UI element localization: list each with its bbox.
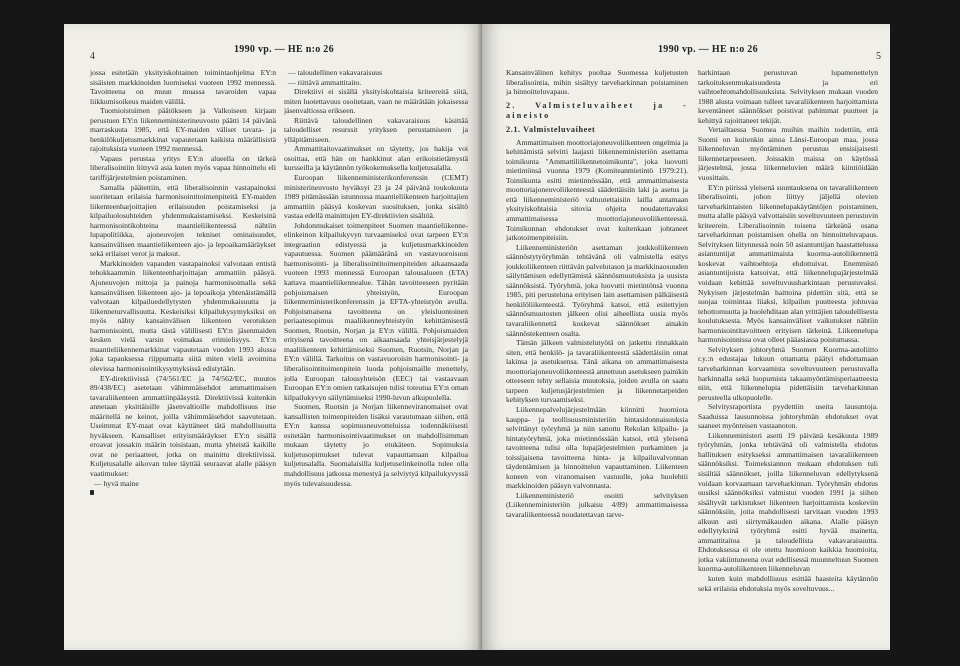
paragraph: Kansainvälinen kehitys puoltaa Suomessa kuljetusten liberalisointia, mihin sisältyy tarveharkinnan poistaminen ja hinnoitteluvapaus.	[506, 68, 688, 97]
page-number-right: 5	[876, 51, 881, 62]
section-heading: 2. Valmisteluvaiheet ja -aineisto	[506, 100, 688, 120]
paragraph: kuten kuin mahdollisuus esittää haasteita käytännön sekä erilaisia ehdotuksia myös soveltuvuus...	[698, 573, 878, 593]
paragraph: Selvitysraportista pyydettiin useita lausuntoja. Saaduissa lausunnoissa johtoryhmän ehdotukset ovat saaneet myönteisen vastaanoton.	[698, 402, 878, 431]
paragraph: Liikennepalvelujärjestelmään kiinnitti huomiota kauppa- ja teollisuusministeriön hintasidonnaisuuksia selvittänyt työryhmä ja niin sanottu Rekolan kilpailu- ja hintatyöryhmä, joka mietinnössään katsoi, että yleisenä tavoitteena tulisi olla lupajärjestelmien purkaminen ja toissijaisena tavoitteena hinta- ja kilpailuvalvonnan täydentämisen ja hinnoittelun vapauttaminen. Liikenteen koneen von viranomaisen vastuulle, joka huolehtii markkinoiden pääsyn valvonnasta.	[506, 404, 688, 491]
subsection-heading: 2.1. Valmisteluvaiheet	[506, 124, 596, 134]
paragraph: Vertailtaessa Suomea muihin maihin todettiin, että Suomi on kuitenkin ainoa Länsi-Euroopan maa, jossa liikenneluvan myöntäminen perustuu ensisijaisesti liikennetarpeeseen. Joissakin maissa on käytössä järjestelmä, jossa liikenneluvien määrä kiintiöidään vuosittain.	[698, 125, 878, 183]
paragraph: Riittävä taloudellinen vakavaraisuus käsittää taloudelliset resurssit yrityksen perustamiseen ja ylläpitämiseen.	[284, 115, 468, 144]
paragraph: Ammattimaisen moottoriajoneuvoliikenteen ongelmia ja kehittämistä selvitti laajasti liikenneministeriön asettama toimikunta "Ammattiliikennetoimikunta", joka luovutti mietintönsä vuonna 1979 (Komiteanmietintö 1979:21). Toimikunta esitti mietinnössään, että ammattimaisesta moottoriajoneuvoliikenteestä säädettäisiin laki ja asetus ja että liikenneministeriö valtuutettaisiin lailla antamaan yksityiskohtaisia sitovia ohjeita noudatettavaksi ammattimaisessa moottoriajoneuvoliikenteessä. Toimikunnan ehdotukset ovat kuitenkaan johtaneet jatkotoimenpiteisiin.	[506, 137, 688, 243]
running-header-right: 1990 vp. — HE n:o 26	[658, 44, 758, 55]
paragraph: Ammattitaitovaatimukset on täytetty, jos hakija voi osoittaa, että hän on hankkinut alan erikoistietämystä kursseilla ja käytännön työkokemuksella kuljetusalalla.	[284, 144, 468, 173]
paragraph: EY-direktiivissä (74/561/EC ja 74/562/EC, muutos 89/438/EC) asetetaan vähimmäisehdot ammattimaisen tavaraliikenteen ammattiinpääsystä. Direktiivissä kuitenkin annetaan yksittäisille jäsenvaltioille mahdollisuus itse määritellä ne keinot, joilla vähimmäisehdot saavutetaan. Useimmat EY-maat ovat käyttäneet tätä mahdollisuutta hyväkseen. Kansalliset erityismääräykset EY:n sisällä eroavat jossakin määrin toisistaan, mutta yhteistä kaikille ovat ne periaatteet, jotka on mainittu direktiivissä. Kuljetusalalle aikovan tulee täyttää seuraavat alalle pääsyn vaatimukset:	[90, 373, 276, 478]
paragraph: Selvityksen johtoryhmä Suomen Kuorma-autoliitto r.y.:n edustajaa lukuun ottamatta päätyi ehdottamaan tarveharkinnan korvaamista soveltuvuuteen perustuvalla harkinnalla sekä luopumista takaamyöntämisperiaatteesta niin, että liikennelupia pidettäisiin tarveharkinnan perusteella ulkopuolelle.	[698, 344, 878, 402]
paragraph: Liikenneministeriö osoitti selvityksen (Liikenneministeriön julkaisu 4/89) ammattimaisessa tavaraliikenteessä noudatettavan tarve-	[506, 490, 688, 519]
paragraph: Suomen, Ruotsin ja Norjan liikenneviranomaiset ovat kansallisten toimenpiteiden lisäksi varautumaan siihen, että EY:n kanssa sopimusneuvotteluissa todennäköisesti esitetään harmonisointivaatimukset on mahdollisimman mukaan täytetty jo etukäteen. Sopimuksia kuljetusopimukset tulevat vapauttamaan kilpailua kuljetusalalla. Suomalaisilla kuljetuselinkeinolla tulee olla mahdollisuus jatkossa menestyä ja selviytyä kilpailukyvyssä myös tulevaisuudessa.	[284, 402, 468, 488]
paragraph: Tuomioistuimen päätökseen ja Valkoiseen kirjaan perustuen EY:n liikenneministerineuvosto päätti 14 päivänä marraskuuta 1985, että EY-maiden väliset tavara- ja henkilökuljetusmarkkinat vapautetaan kaikista määrällisistä rajoituksista vuoteen 1992 mennessä.	[90, 106, 276, 154]
left-column-1	[90, 68, 276, 638]
list-item: — taloudellinen vakavaraisuus	[288, 68, 383, 77]
paragraph: Johdonmukaiset toimenpiteet Suomen maantieliikenne-elinkeinon kilpailukyvyn turvaamiseksi ovat tarpeen EY:n integraation edistyessä ja kuljetusmarkkinoiden vapautuessa. Suomen päämääränä on vastavuoroisuus harmonisointi- ja liberalisointitoimenpiteiden aikaansaada vuoteen 1993 mennessä Euroopan talousalueen (ETA) kattava maantieliikennealue. Tähän tavoitteeseen pyritään pohjoismaisen yhteistyön, Euroopan liikenneministerikonferenssin ja EFTA-yhteistyön avulla. Pohjoismaisena tavoitteena on yleisluontoinen periaatesopimus maaliikenneyhteistyön kehittämisestä Suomen, Ruotsin, Norjan ja EY:n välillä. Pohjoismaiden erityisenä tavoitteena on aikaansaada yhteisjärjestelyjä maaliikenteen kehittämiseksi Suomen, Ruotsin, Norjan ja EY:n välillä. Tarkoitus on vastavuoroisin harmonisointi- ja liberalisointitoimenpitein luoda pohjoismaille menettely, jolla Euroopan talousyhteisön (EEC) tai vastaavaan Euroopan EY:n omien ratkaisujen tulisi toteutua EY:n oman kilpailukyvyn säilyttämiseksi 1990-luvun alkupuolella.	[284, 220, 468, 402]
left-page	[64, 24, 482, 650]
right-column-1	[506, 68, 688, 638]
paragraph: Tämän jälkeen valmistelutyötä on jatkettu rinnakkain siten, että henkilö- ja tavaraliikenteestä säädettäisiin omat lakinsa ja asetuksensa. Tänä aikana on ammattimaisesta moottoriajoneuvoliikenteestä annettuun asetukseen painikin otteeseen tehty sellaisia muutoksia, joiden avulla on saatu tarpeen kuljetusjärjestelmien ja liikennetarpeiden kehityksen turvaamiseksi.	[506, 338, 688, 405]
paragraph: Euroopan liikenneministerikonferenssin (CEMT) ministerineuvosto hyväksyi 23 ja 24 päivänä toukokuuta 1989 pitämässään istunnossa maantieliikenteen harjoittajien ammattiin pääsyä koskevan suosituksen, jonka sisältö vastaa edellä mainittujen EY-direktiivien sisältöä.	[284, 173, 468, 221]
paragraph: Liikenneministeriön asettaman joukkoliikenteen säännöstytyöryhmän tehtävänä oli valmistella esitys joukkoliikenteen riittävän palvelutason ja markkinaosuuden säilyttämisen edellyttämistä säännösmuutoksista ja uusista säännöksistä. Työryhmä, joka luovutti mietintönsä vuonna 1985, piti perusteluna erityisen lain asettamisen pälkäisestä henkilöliikenteestä. Työryhmä katsoi, että esitettyjen säännösmuutosten jälkeen olisi aiheellista uusia myös tavaraliikennettä koskevat säännökset ainakin säännöstekenteen osalta.	[506, 242, 688, 338]
list-item: — riittävä ammattitaito.	[288, 77, 362, 87]
list-item: — hyvä maine	[94, 478, 139, 488]
left-column-2	[284, 68, 468, 638]
paragraph: Liikenneministeri asetti 19 päivänä kesäkuuta 1989 työryhmän, jonka tehtävänä oli valmistella ehdotus hallituksen esitykseksi ammattimaisen tavaraliikenteen säännöksiksi. Toimeksiannon mukaan ehdotuksen tuli sisältää säännökset, joilla liikenneluvan edellytyksenä voidaan korvaamaan tarveharkinnan. Työryhmän ehdotus uusiksi säännöksiksi valmistui vuoden 1991 ja siihen sisältyvät tarkistukset liikenteen harjoittamista koskeviin säännöksiin, joita mahdollisesti tarvitaan vuoden 1993 alkuun asti siirtymäkauden aikana. Alalle pääsyn edellytyksinä työryhmä esitti hyvää mainetta, ammattitaitoa ja taloudellista vakavaraisuutta. Ehdotuksessa ei ole otettu huomioon kaikkia huomioita, jotka vakiintuneena ovat edellisessä muunneltuun Suomen kuorma-autoliikenteen liikenneluvan	[698, 430, 878, 574]
right-column-2	[698, 68, 878, 638]
paragraph: Vapaus perustaa yritys EY:n alueella on tärkeä liberalisointiin liittyvä asia kuten myös vapaa hinnoittelu eli tariffijärjestelmien poistaminen.	[90, 153, 276, 183]
paragraph: jossa esitetään yksityiskohtainen toimintaohjelma EY:n sisäisten markkinoiden luomiseksi vuoteen 1992 mennessä. Tavoitteena on muun muassa tavaroiden vapaa liikkumisoikeus maiden välillä.	[90, 68, 276, 106]
paragraph: Markkinoiden vapauden vastapainoksi valvotaan entistä tehokkaammin liikenteenharjoittajan ammattiin pääsyä. Ajoneuvojen mittoja ja painoja harmonisoimalla sekä kansainvälisen liikenteen ajo- ja lepoaikoja yhtenäistämällä valvotaan kilpailuedellytysten yhdenmukaisuutta ja liikenneturvallisuutta. Keskeisiksi kilpailukysymyksiksi on myös nähty kansainvälisen liikenteen verotuksen harmonisointi, mutta tästä välillisesti EY:n jäsenmaiden kesken vielä varsin voimakas erimielisyys. EY:n maantieliikennemarkkinat vapautetaan vuoden 1993 alussa joka tapauksessa riippumatta siitä miten vielä avoimina olevissa harmonisointikysymyksissä edistytään.	[90, 258, 276, 373]
paragraph: Direktiivi ei sisällä yksityiskohtaisia kriteereitä siitä, miten luotettavuus osoitetaan, vaan ne määrätään jokaisessa jäsenvaltiossa erikseen.	[284, 87, 468, 116]
right-page	[482, 24, 890, 650]
paragraph: Samalla päätettiin, että liberalisoinnin vastapainoksi suoritetaan erilaisia harmonisointitoimenpiteitä EY-maiden liikenteenharjoittajien erilaisuuden poistamiseksi ja kilpailuolosuhteiden yhdenmukaistamiseksi. Keskeisinä harmonisointikohteina maantieliikenteessä nähtiin lupapolitiikka, ajoneuvojen tekniset ominaisuudet, kansainvälisen maantieliikenteen ajo- ja lepoaikamääräykset sekä erilaiset verot ja maksut.	[90, 182, 276, 259]
margin-mark	[90, 490, 94, 495]
page-number-left: 4	[90, 51, 95, 62]
running-header-left: 1990 vp. — HE n:o 26	[234, 44, 334, 55]
paragraph: harkintaan perustuvan lupamenettelyn tarkoituksenmukaisuudesta ja eri vaihtoehtomahdollisuuksista. Selvityksen mukaan vuoden 1988 alusta voimaan tulleet tavaraliikenteen harjoittamista keventäneet säännökset poistivat pahimmat puutteet ja kehittyä rajoittaneet tekijät.	[698, 68, 878, 125]
paragraph: EY:n piirissä yleisenä suuntauksena on tavaraliikenteen liberalisointi, johon liittyy jäljellä olevien tarveharkintaisten liikennelupakäytäntöjen poistaminen, mutta alalle pääsyä valvottaisiin soveltuvuuteen perustuvin kriteerein. Liberalisoinnin toisena tärkeänä osana tarveharkinnan poistamisen ohella on hinnoitteluvapaus. Selvityksen liitynnessä noin 50 asiantuntijan haastattelussa asiantuntijat ammattimaista kuorma-autoliikennettä koskevat vaihtoehtoja ehdottuivat. Enemmistö asiantuntijoista katsoivat, että liikennelupajärjestelmää voidaan kehittää soveltuvuusharkintaan perustuvaksi. Nykyisen järjestelmän haittoina pidettiin sitä, että se suojaa toimintaa liiaksi, kilpailun puutteesta johtuvaa tehottomuutta ja huolehditaan alan yrittäjien taloudellisesta koulutuksesta. Myös kansainväliset vaikutukset nähtiin harmonisointitavoitteen erityisen tärkeinä. Liikennelupa harmonisoinnissa ovat olleet pääasiassa poistumassa.	[698, 182, 878, 345]
